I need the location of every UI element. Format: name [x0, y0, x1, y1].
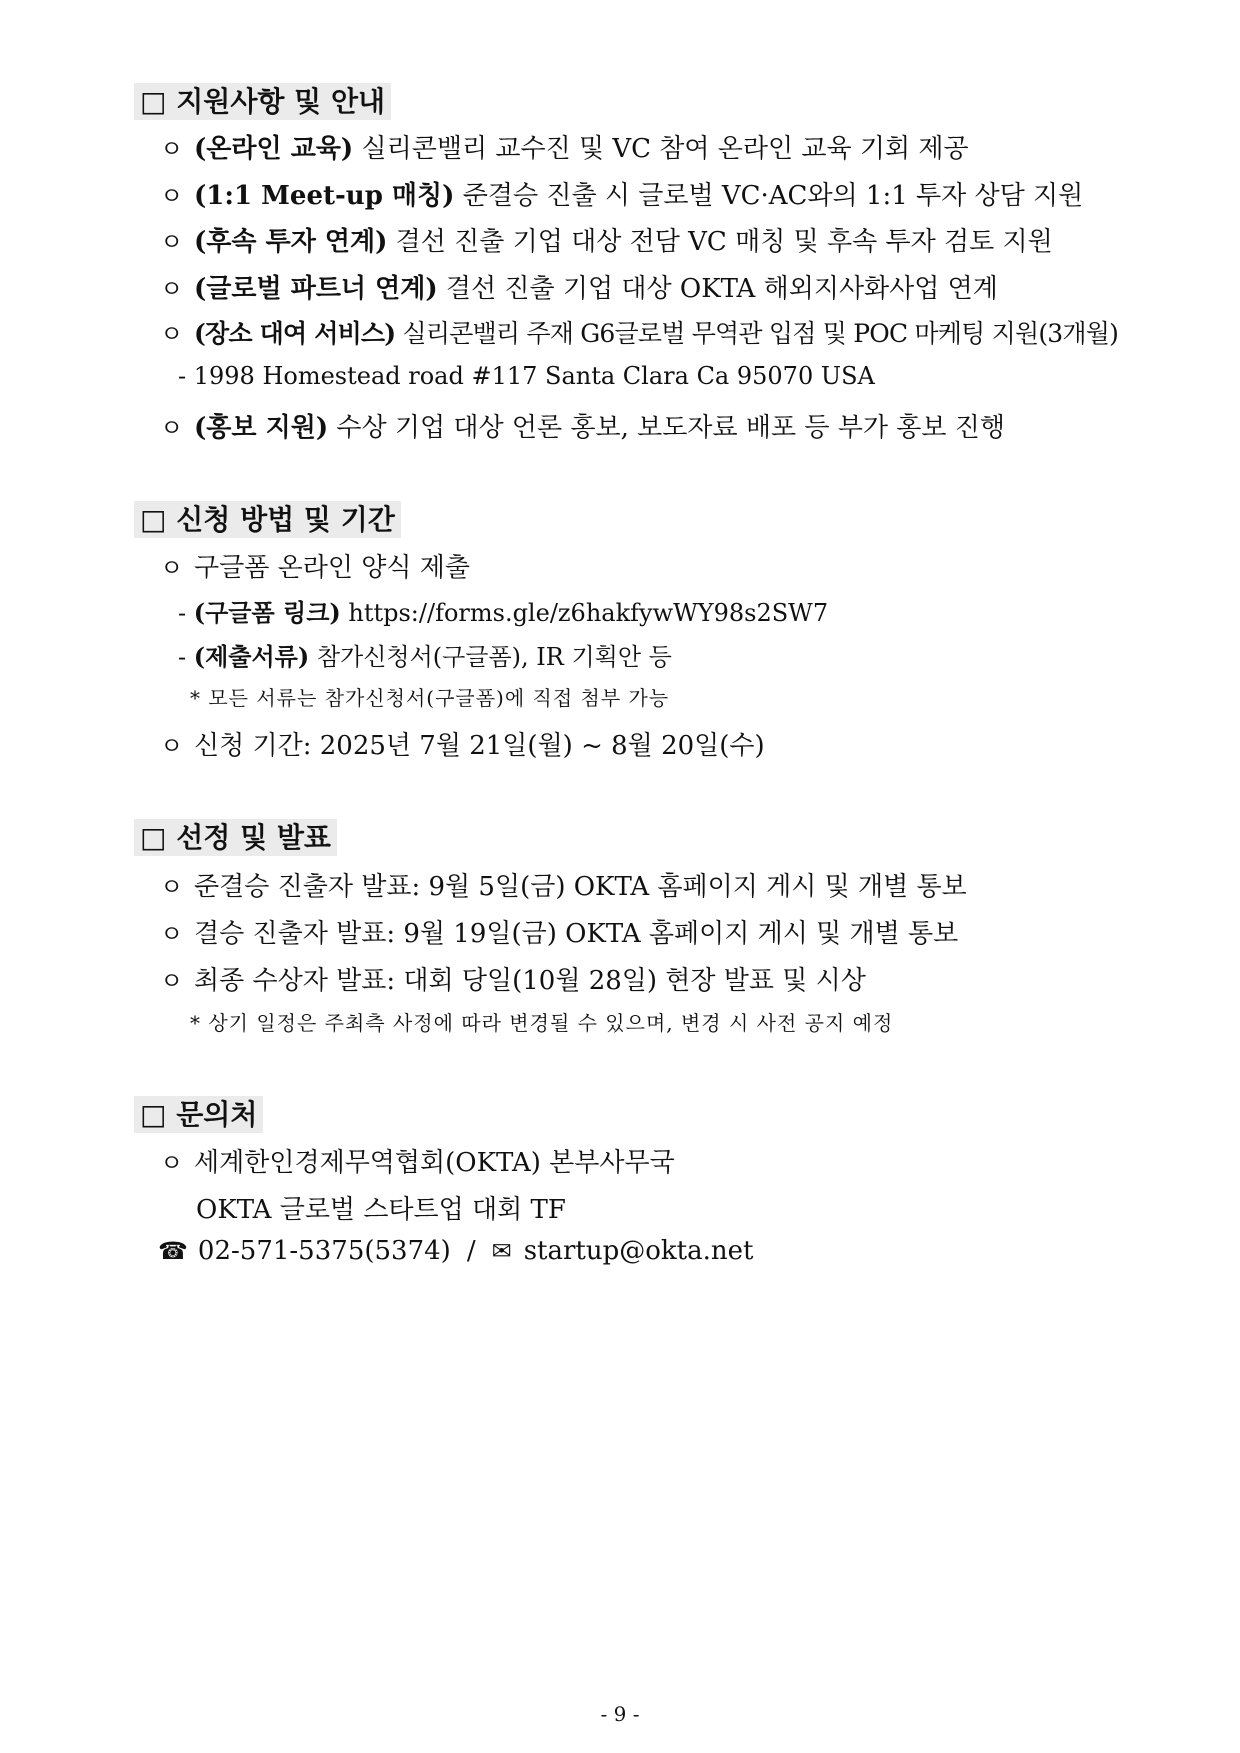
item-text: 결선 진출 기업 대상 전담 VC 매칭 및 후속 투자 검토 지원: [387, 227, 1053, 257]
selection-item: ㅇ 결승 진출자 발표: 9월 19일(금) OKTA 홈페이지 게시 및 개별 통보: [160, 913, 958, 950]
item-text: 수상 기업 대상 언론 홍보, 보도자료 배포 등 부가 홍보 진행: [328, 413, 1005, 443]
submission-docs: - (제출서류) 참가신청서(구글폼), IR 기획안 등: [178, 642, 672, 671]
bullet-icon: ㅇ: [160, 873, 184, 901]
bullet-icon: ㅇ: [160, 320, 183, 348]
bullet-icon: ㅇ: [160, 732, 184, 760]
item-text: 실리콘밸리 주재 G6글로벌 무역관 입점 및 POC 마케팅 지원(3개월): [395, 319, 1119, 348]
checkbox-icon: □: [140, 821, 167, 854]
item-label: (글로벌 파트너 연계): [194, 274, 438, 304]
phone-icon: ☎: [158, 1237, 188, 1265]
link-label: (구글폼 링크): [193, 598, 341, 627]
section-heading-support: [134, 80, 391, 120]
heading-text: 문의처: [176, 1098, 258, 1131]
apply-period: [160, 725, 765, 762]
google-form-link[interactable]: https://forms.gle/z6hakfywWY98s2SW7: [340, 599, 829, 627]
item-label: (홍보 지원): [194, 413, 329, 443]
section-heading-selection: [134, 816, 337, 856]
mail-icon: ✉: [491, 1237, 512, 1265]
item-label: (온라인 교육): [194, 134, 354, 164]
contact-line: ☎ 02-571-5375(5374) / ✉ startup@okta.net: [158, 1236, 754, 1266]
bullet-icon: ㅇ: [160, 228, 184, 256]
checkbox-icon: □: [140, 1098, 167, 1131]
support-item: [160, 314, 1118, 350]
item-text: 실리콘밸리 교수진 및 VC 참여 온라인 교육 기회 제공: [353, 134, 969, 164]
docs-label: (제출서류): [193, 642, 310, 671]
support-item: [160, 128, 969, 165]
bullet-icon: ㅇ: [160, 1149, 184, 1177]
heading-text: 지원사항 및 안내: [176, 85, 386, 118]
item-text: 결선 진출 기업 대상 OKTA 해외지사화사업 연계: [437, 274, 998, 304]
selection-item: ㅇ 최종 수상자 발표: 대회 당일(10월 28일) 현장 발표 및 시상: [160, 960, 866, 997]
support-item: [160, 221, 1053, 258]
support-item: [160, 175, 1083, 212]
page-number: - 9 -: [600, 1702, 640, 1726]
item-text: 준결승 진출 시 글로벌 VC·AC와의 1:1 투자 상담 지원: [454, 181, 1084, 211]
venue-address: - 1998 Homestead road #117 Santa Clara Ca 95070 USA: [178, 362, 875, 390]
heading-text: 신청 방법 및 기간: [176, 503, 395, 536]
selection-item: ㅇ 준결승 진출자 발표: 9월 5일(금) OKTA 홈페이지 게시 및 개별 통보: [160, 866, 967, 903]
item-label: (1:1 Meet-up 매칭): [194, 181, 455, 211]
item-label: (장소 대여 서비스): [194, 319, 396, 348]
bullet-icon: ㅇ: [160, 135, 184, 163]
docs-text: 참가신청서(구글폼), IR 기획안 등: [309, 643, 672, 671]
selection-note: * 상기 일정은 주최측 사정에 따라 변경될 수 있으며, 변경 시 사전 공지 예정: [190, 1011, 894, 1035]
item-label: (후속 투자 연계): [194, 227, 388, 257]
bullet-icon: ㅇ: [160, 920, 184, 948]
support-item: [160, 407, 1005, 444]
section-heading-contact: [134, 1093, 263, 1133]
contact-team: OKTA 글로벌 스타트업 대회 TF: [196, 1195, 566, 1225]
bullet-icon: ㅇ: [160, 967, 184, 995]
heading-text: 선정 및 발표: [176, 821, 331, 854]
email-link[interactable]: startup@okta.net: [523, 1236, 754, 1266]
period-text: 신청 기간: 2025년 7월 21일(월) ~ 8월 20일(수): [194, 731, 765, 761]
bullet-icon: ㅇ: [160, 554, 184, 582]
section-heading-apply: [134, 498, 401, 538]
checkbox-icon: □: [140, 503, 167, 536]
apply-note: * 모든 서류는 참가신청서(구글폼)에 직접 첨부 가능: [190, 686, 670, 710]
bullet-icon: ㅇ: [160, 414, 184, 442]
contact-org: ㅇ 세계한인경제무역협회(OKTA) 본부사무국: [160, 1142, 675, 1179]
method-text: 구글폼 온라인 양식 제출: [194, 553, 470, 583]
apply-method: [160, 547, 470, 584]
google-form-link-line: - (구글폼 링크) https://forms.gle/z6hakfywWY98s2SW7: [178, 598, 829, 627]
bullet-icon: ㅇ: [160, 182, 184, 210]
checkbox-icon: □: [140, 85, 167, 118]
support-item: [160, 268, 998, 305]
phone-number[interactable]: 02-571-5375(5374): [197, 1236, 451, 1266]
bullet-icon: ㅇ: [160, 275, 184, 303]
